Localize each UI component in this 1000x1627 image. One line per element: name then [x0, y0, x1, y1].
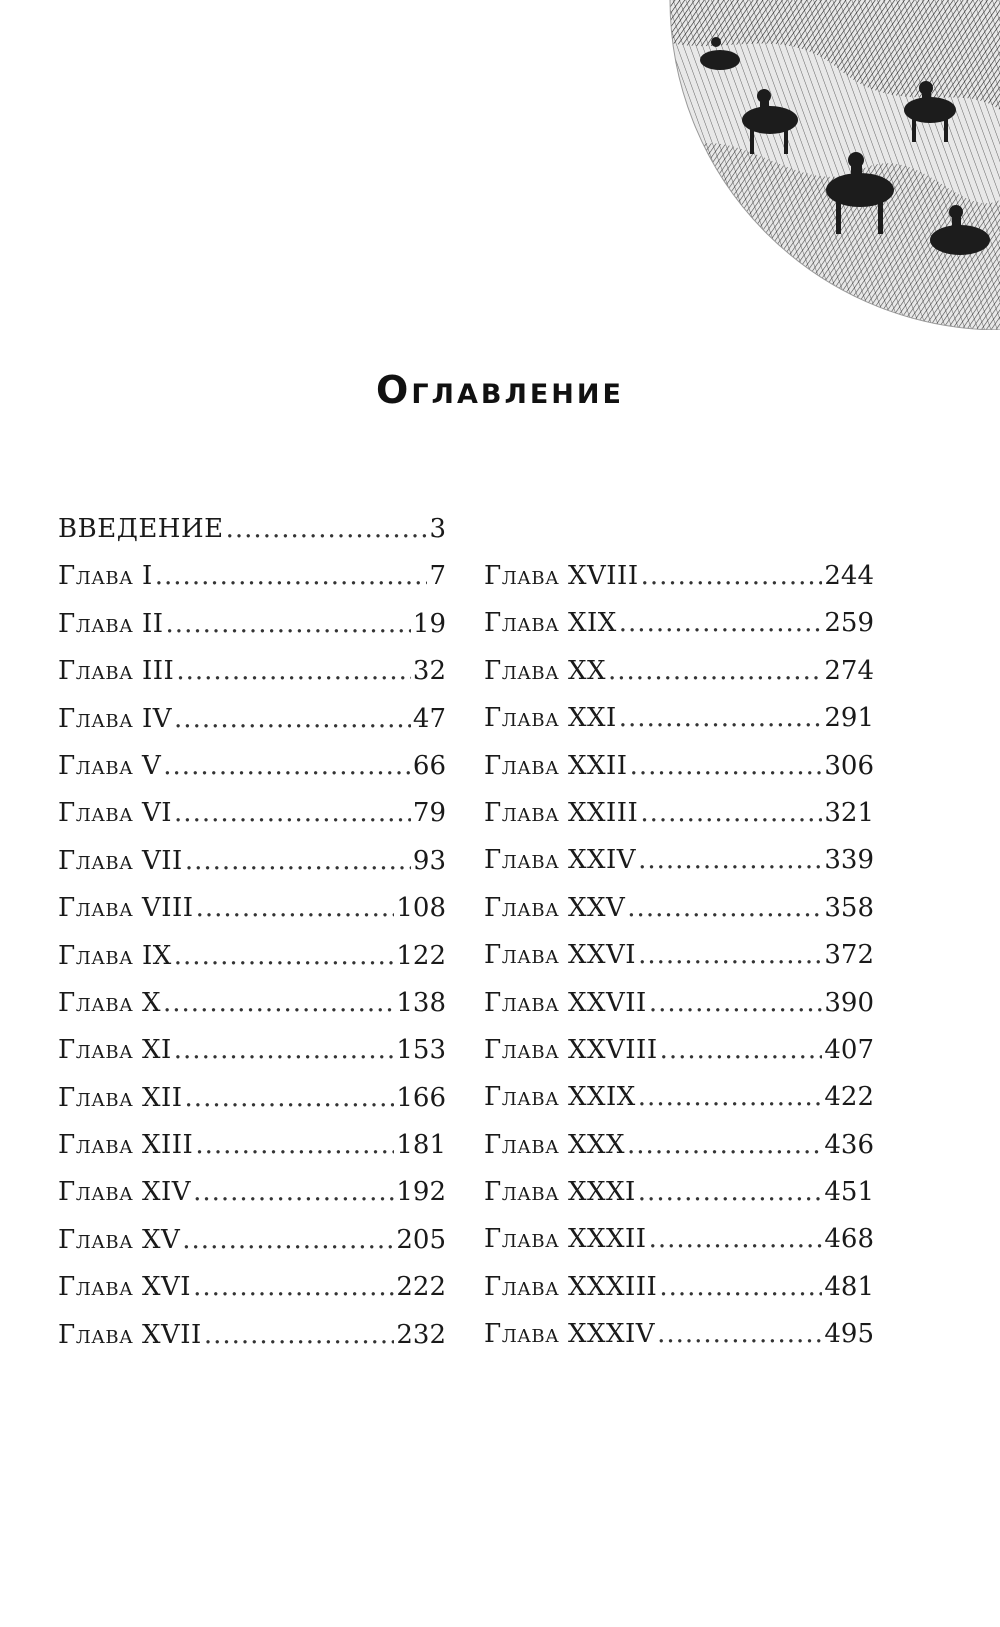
toc-entry	[484, 885, 874, 932]
dot-leader	[226, 506, 428, 553]
dot-leader	[638, 1074, 823, 1121]
dot-leader	[174, 1027, 395, 1074]
toc-left-column	[58, 506, 446, 1359]
toc-entry-page: 274	[824, 655, 874, 686]
toc-entry	[58, 743, 446, 790]
toc-entry	[484, 648, 874, 695]
dot-leader	[163, 743, 411, 790]
toc-entry	[484, 790, 874, 837]
toc-entry	[58, 1027, 446, 1074]
toc-entry	[58, 1122, 446, 1169]
dot-leader	[638, 837, 822, 884]
toc-entry-page: 7	[429, 561, 446, 592]
toc-entry	[484, 1264, 874, 1311]
toc-entry-label: Глава IV	[58, 703, 173, 734]
toc-entry-page: 481	[824, 1271, 874, 1302]
toc-entry-label: Глава XXIX	[484, 1082, 636, 1113]
toc-entry-page: 205	[396, 1224, 446, 1255]
toc-entry	[58, 601, 446, 648]
toc-entry	[484, 1216, 874, 1263]
toc-entry-page: 451	[824, 1177, 874, 1208]
toc-entry-page: 321	[824, 797, 874, 828]
dot-leader	[174, 933, 395, 980]
dot-leader	[640, 790, 822, 837]
toc-entry-label: Глава I	[58, 561, 153, 592]
toc-entry-label: Глава XXVII	[484, 987, 647, 1018]
toc-entry-page: 222	[396, 1272, 446, 1303]
dot-leader	[174, 790, 411, 837]
toc-entry-label: Глава XVII	[58, 1319, 202, 1350]
toc-entry-page: 192	[396, 1177, 446, 1208]
dot-leader	[193, 1264, 394, 1311]
toc-entry-label: Глава III	[58, 656, 175, 687]
toc-entry	[58, 838, 446, 885]
toc-entry	[484, 743, 874, 790]
toc-entry-label: Глава XXIII	[484, 797, 639, 828]
dot-leader	[204, 1312, 395, 1359]
toc-entry-page: 422	[824, 1082, 874, 1113]
toc-entry-page: 291	[824, 703, 874, 734]
toc-entry	[58, 648, 446, 695]
toc-entry	[58, 696, 446, 743]
toc-entry	[58, 790, 446, 837]
engraving-horsemen-illustration	[660, 0, 1000, 330]
toc-entry-page: 66	[412, 750, 446, 781]
toc-entry-label: Глава XI	[58, 1035, 172, 1066]
toc-entry	[58, 885, 446, 932]
toc-entry-page: 122	[396, 940, 446, 971]
toc-entry-page: 259	[824, 608, 874, 639]
toc-entry	[484, 1311, 874, 1358]
toc-entry	[58, 553, 446, 600]
toc-entry	[58, 1312, 446, 1359]
toc-entry-page: 358	[824, 892, 874, 923]
dot-leader	[195, 1122, 394, 1169]
toc-entry-page: 153	[396, 1035, 446, 1066]
toc-entry-page: 93	[412, 845, 446, 876]
dot-leader	[185, 1075, 395, 1122]
dot-leader	[638, 1169, 823, 1216]
toc-entry-page: 47	[412, 703, 446, 734]
toc-entry-page: 407	[824, 1034, 874, 1065]
toc-entry-label: Глава XV	[58, 1224, 181, 1255]
toc-entry-page: 436	[824, 1129, 874, 1160]
dot-leader	[608, 648, 822, 695]
toc-entry	[484, 837, 874, 884]
toc-entry-label: Глава X	[58, 987, 162, 1018]
toc-entry-page: 32	[412, 656, 446, 687]
toc-entry-label: Глава XIX	[484, 608, 617, 639]
toc-entry-page: 108	[396, 893, 446, 924]
toc-entry	[58, 1169, 446, 1216]
toc-entry-label: Глава XXIV	[484, 845, 637, 876]
page-title: Оглавление	[376, 368, 624, 412]
toc-entry-label: Глава V	[58, 750, 162, 781]
toc-entry	[484, 980, 874, 1027]
toc-entry-page: 244	[824, 561, 874, 591]
toc-entry-label: Глава XXVIII	[484, 1034, 658, 1065]
toc-entry-page: 79	[412, 798, 446, 829]
toc-entry	[484, 553, 874, 600]
toc-entry	[484, 1122, 874, 1169]
toc-entry-page: 3	[429, 514, 446, 544]
toc-entry-label: Глава XXI	[484, 703, 617, 734]
toc-right-column	[484, 553, 874, 1359]
dot-leader	[627, 885, 822, 932]
dot-leader	[630, 743, 823, 790]
dot-leader	[166, 601, 411, 648]
toc-entry-label: Глава XXXIV	[484, 1319, 656, 1350]
dot-leader	[627, 1122, 822, 1169]
toc-entry	[58, 1075, 446, 1122]
toc-entry-label: Глава VII	[58, 845, 183, 876]
dot-leader	[196, 885, 395, 932]
dot-leader	[638, 932, 822, 979]
toc-entry-label: Глава XXVI	[484, 940, 637, 971]
toc-entry-page: 19	[412, 608, 446, 639]
toc-entry-page: 181	[396, 1130, 446, 1161]
dot-leader	[176, 648, 411, 695]
toc-entry	[484, 1074, 874, 1121]
toc-entry	[58, 933, 446, 980]
dot-leader	[659, 1264, 822, 1311]
dot-leader	[155, 553, 428, 600]
toc-entry-page: 166	[396, 1082, 446, 1113]
dot-leader	[649, 980, 823, 1027]
dot-leader	[185, 838, 411, 885]
toc-entry	[484, 1027, 874, 1074]
toc-entry-page: 372	[824, 940, 874, 971]
dot-leader	[174, 696, 411, 743]
toc-entry-label: Глава XIV	[58, 1177, 192, 1208]
toc-entry-label: Глава II	[58, 608, 164, 639]
toc-entry-page: 468	[824, 1224, 874, 1255]
toc-entry-label: Глава IX	[58, 940, 172, 971]
dot-leader	[619, 600, 823, 647]
toc-entry-label: Глава VI	[58, 798, 173, 829]
toc-entry-label: Глава XXXIII	[484, 1271, 658, 1302]
toc-entry	[58, 1264, 446, 1311]
dot-leader	[660, 1027, 823, 1074]
toc-entry-label: ВВЕДЕНИЕ	[58, 514, 224, 544]
dot-leader	[193, 1169, 394, 1216]
dot-leader	[182, 1217, 394, 1264]
toc-entry	[484, 932, 874, 979]
toc-entry-label: Глава XXXII	[484, 1224, 647, 1255]
toc-entry	[58, 980, 446, 1027]
toc-entry-label: Глава XXXI	[484, 1177, 636, 1208]
toc-entry-label: Глава XX	[484, 655, 607, 686]
toc-entry-label: Глава XVIII	[484, 561, 639, 591]
toc-entry-label: Глава XIII	[58, 1130, 194, 1161]
toc-entry-label: Глава VIII	[58, 893, 194, 924]
toc-entry	[484, 695, 874, 742]
toc-entry-label: Глава XXII	[484, 750, 628, 781]
dot-leader	[641, 553, 823, 600]
toc-entry-page: 339	[824, 845, 874, 876]
toc-entry	[484, 600, 874, 647]
toc-entry	[58, 506, 446, 553]
toc-entry-label: Глава XXV	[484, 892, 626, 923]
toc-entry-label: Глава XII	[58, 1082, 183, 1113]
dot-leader	[619, 695, 823, 742]
toc-entry-page: 495	[824, 1319, 874, 1350]
toc-entry-page: 390	[824, 987, 874, 1018]
toc-entry-label: Глава XVI	[58, 1272, 192, 1303]
dot-leader	[657, 1311, 822, 1358]
dot-leader	[163, 980, 394, 1027]
toc-entry	[484, 1169, 874, 1216]
toc-entry-page: 138	[396, 987, 446, 1018]
toc-entry-label: Глава XXX	[484, 1129, 626, 1160]
toc-entry-page: 232	[396, 1319, 446, 1350]
toc-entry-page: 306	[824, 750, 874, 781]
dot-leader	[649, 1216, 823, 1263]
toc-entry	[58, 1217, 446, 1264]
